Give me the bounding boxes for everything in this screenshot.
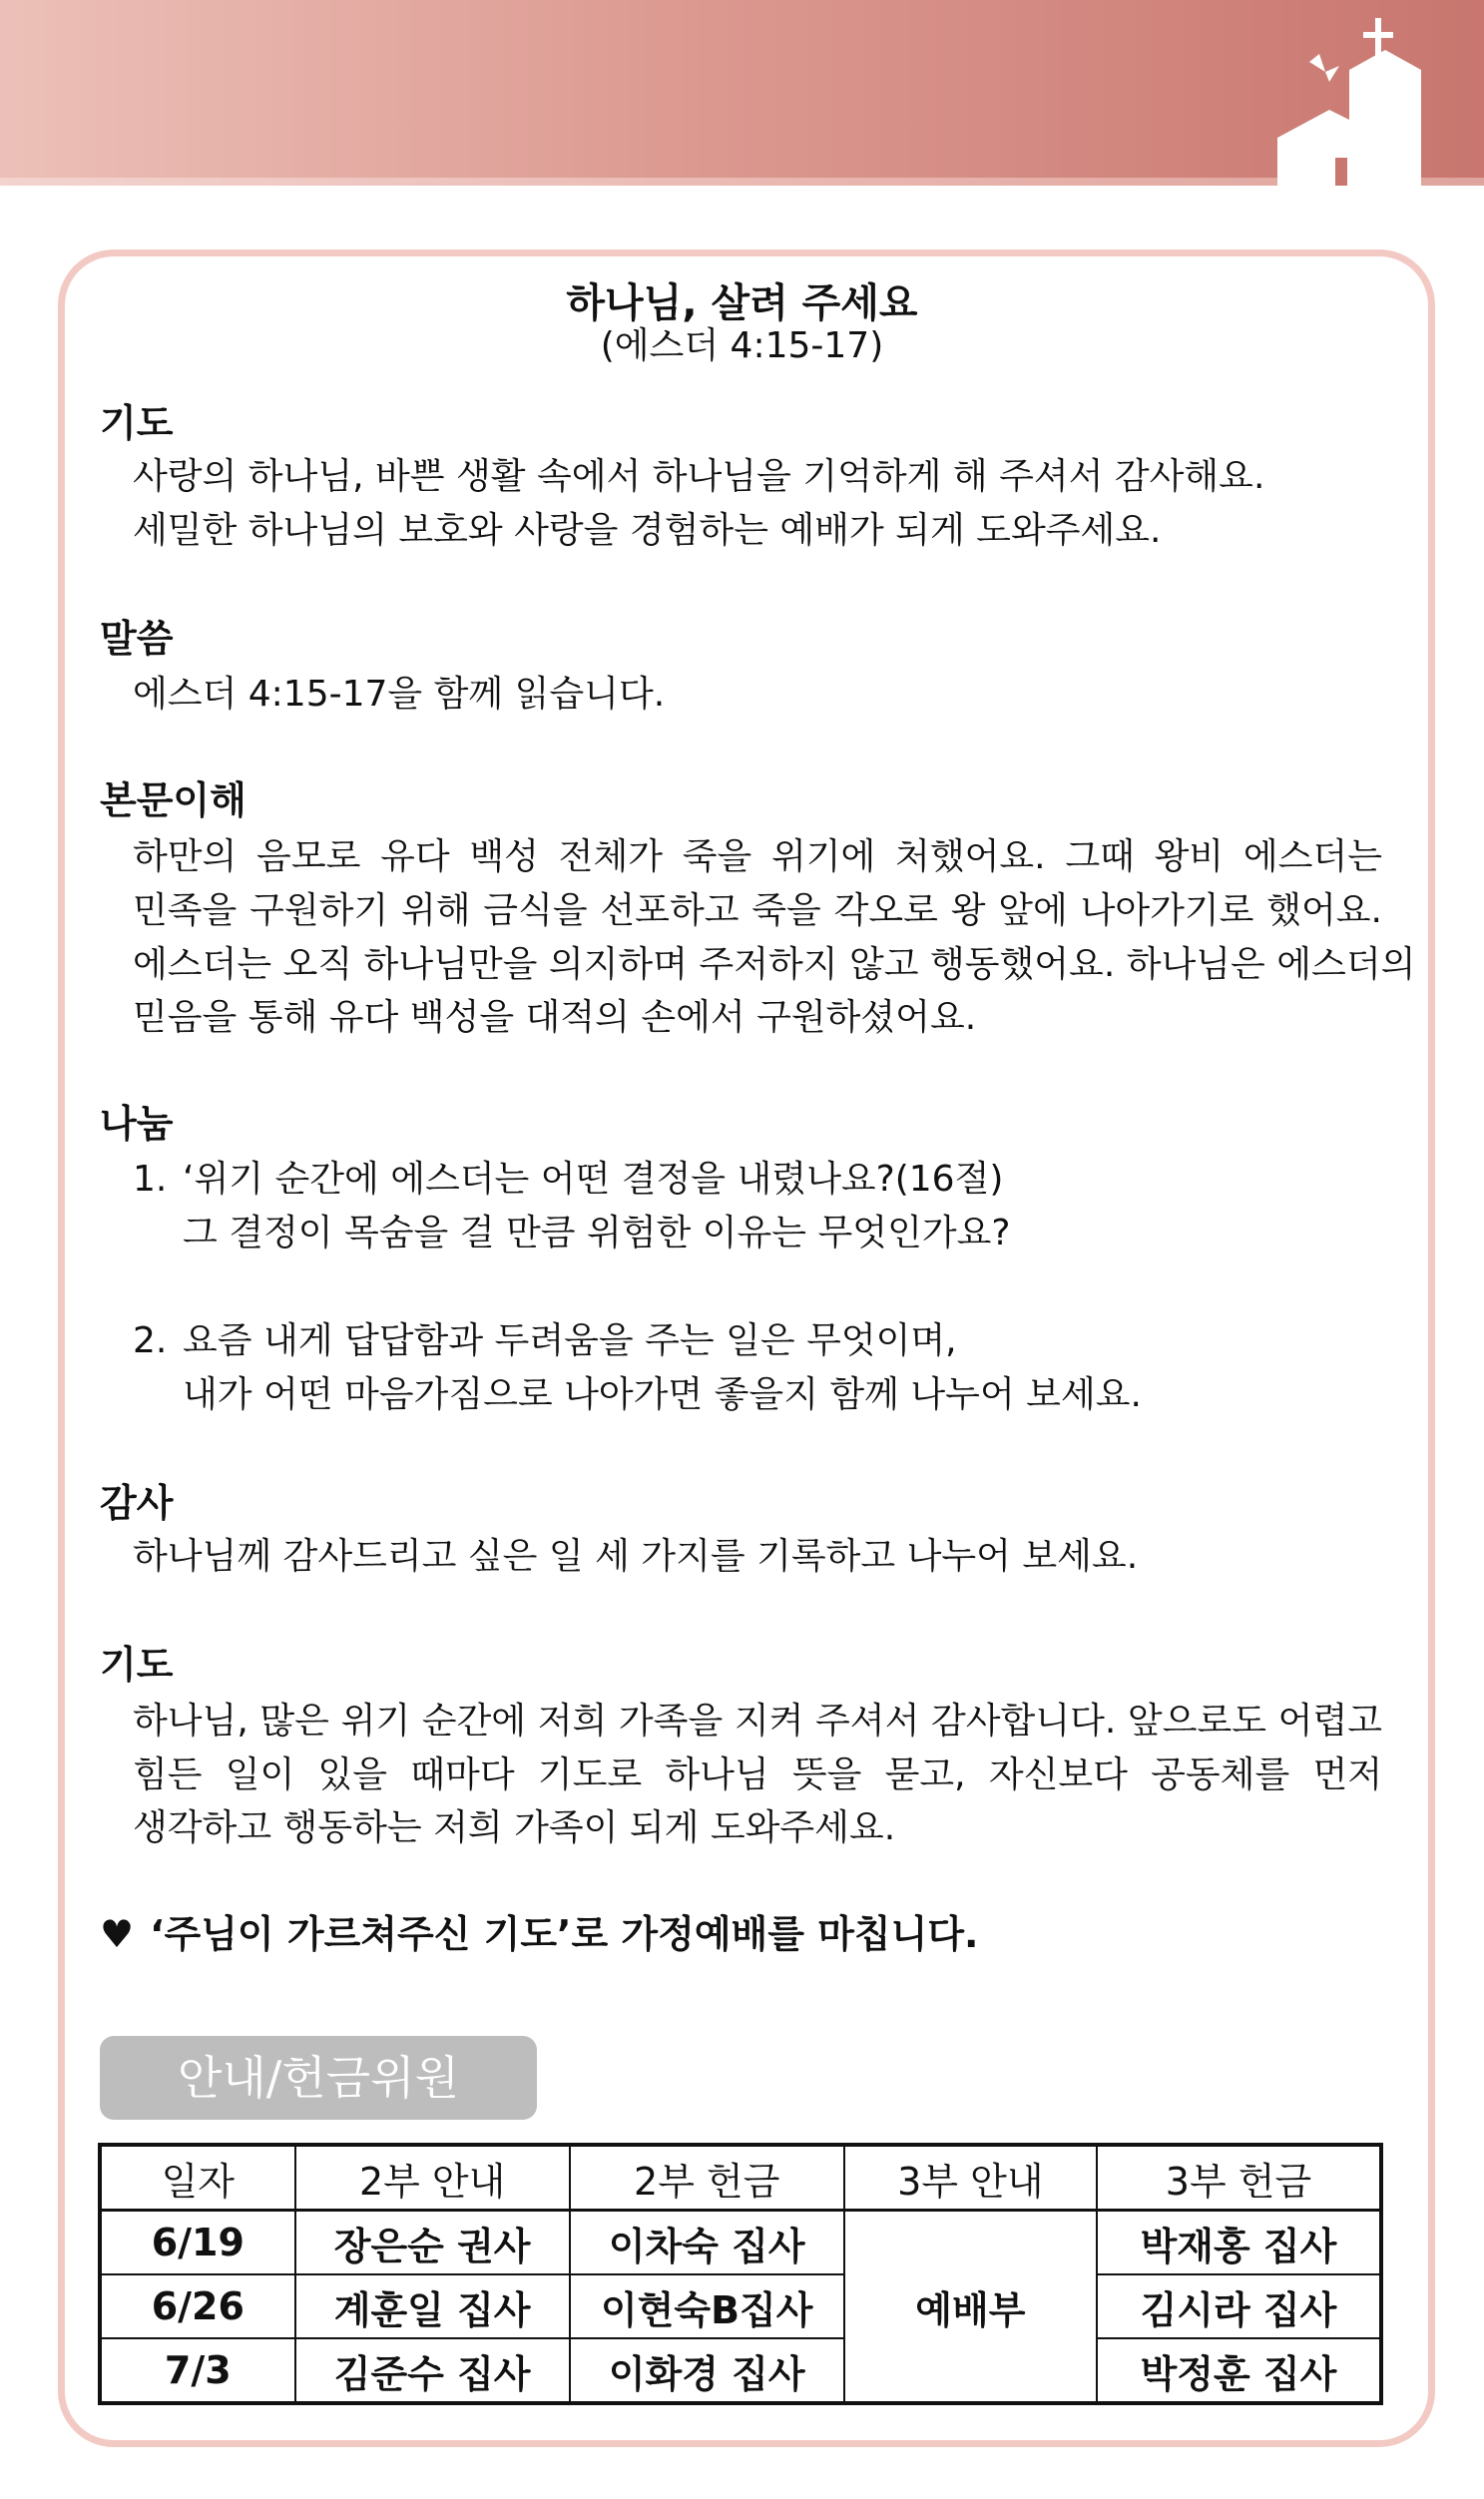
header-banner: [0, 0, 1484, 178]
understanding-line: 에스더는 오직 하나님만을 의지하며 주저하지 않고 행동했어요. 하나님은 에스더의: [133, 944, 1416, 985]
table-cell: 김준수 집사: [295, 2338, 570, 2403]
table-cell: 김시라 집사: [1097, 2274, 1381, 2338]
header-divider: [0, 178, 1484, 186]
section-heading-prayer: 기도: [100, 401, 174, 445]
prayer-line: 세밀한 하나님의 보호와 사랑을 경험하는 예배가 되게 도와주세요.: [133, 510, 1162, 551]
page-title: 하나님, 살려 주세요: [566, 280, 918, 326]
column-header: 일자: [100, 2145, 295, 2211]
column-header: 2부 헌금: [570, 2145, 844, 2211]
table-cell: 장은순 권사: [295, 2211, 570, 2275]
church-icon: [1267, 10, 1467, 186]
table-cell: 박정훈 집사: [1097, 2338, 1381, 2403]
scripture-reference: (에스더 4:15-17): [600, 325, 884, 366]
question-line: 내가 어떤 마음가짐으로 나아가면 좋을지 함께 나누어 보세요.: [183, 1374, 1142, 1415]
column-header: 2부 안내: [295, 2145, 570, 2211]
heart-icon: ♥: [100, 1912, 135, 1956]
table-cell: 이차숙 집사: [570, 2211, 844, 2275]
date-cell: 7/3: [100, 2338, 295, 2403]
question-number: 1.: [133, 1159, 168, 1200]
column-header: 3부 안내: [844, 2145, 1097, 2211]
thanks-line: 하나님께 감사드리고 싶은 일 세 가지를 기록하고 나누어 보세요.: [133, 1536, 1139, 1577]
table-cell: 이현숙B집사: [570, 2274, 844, 2338]
closing-prayer-line: 하나님, 많은 위기 순간에 저희 가족을 지켜 주셔서 감사합니다. 앞으로도 어렵고: [133, 1701, 1382, 1742]
table-header-row: [100, 2145, 1381, 2211]
understanding-line: 믿음을 통해 유다 백성을 대적의 손에서 구원하셨어요.: [133, 997, 977, 1038]
table-row: [100, 2338, 1381, 2403]
understanding-line: 민족을 구원하기 위해 금식을 선포하고 죽을 각오로 왕 앞에 나아가기로 했어요.: [133, 890, 1382, 931]
understanding-line: 하만의 음모로 유다 백성 전체가 죽을 위기에 처했어요. 그때 왕비 에스더는: [133, 836, 1382, 877]
table-cell: 이화경 집사: [570, 2338, 844, 2403]
prayer-line: 사랑의 하나님, 바쁜 생활 속에서 하나님을 기억하게 해 주셔서 감사해요.: [133, 456, 1265, 497]
duty-section-label: 안내/헌금위원: [100, 2036, 537, 2120]
column-header: 3부 헌금: [1097, 2145, 1381, 2211]
closing-prayer-line: 힘든 일이 있을 때마다 기도로 하나님 뜻을 묻고, 자신보다 공동체를 먼저: [133, 1754, 1382, 1795]
date-cell: 6/26: [100, 2274, 295, 2338]
duty-table: [98, 2143, 1383, 2405]
question-line: 요즘 내게 답답함과 두려움을 주는 일은 무엇이며,: [183, 1320, 957, 1361]
section-heading-word: 말씀: [100, 617, 174, 661]
section-heading-closing-prayer: 기도: [100, 1643, 174, 1687]
date-cell: 6/19: [100, 2211, 295, 2275]
table-cell: 계훈일 집사: [295, 2274, 570, 2338]
table-cell: 박재홍 집사: [1097, 2211, 1381, 2275]
section-heading-sharing: 나눔: [100, 1102, 174, 1146]
closing-prayer-line: 생각하고 행동하는 저희 가족이 되게 도와주세요.: [133, 1807, 896, 1848]
question-line: ‘위기 순간에 에스더는 어떤 결정을 내렸나요?(16절): [183, 1159, 1004, 1200]
table-row: [100, 2211, 1381, 2275]
section-heading-thanks: 감사: [100, 1481, 174, 1525]
word-line: 에스더 4:15-17을 함께 읽습니다.: [133, 674, 666, 715]
question-number: 2.: [133, 1320, 168, 1361]
merged-cell-3bu-guide: 예배부: [844, 2211, 1097, 2404]
section-heading-understanding: 본문이해: [100, 778, 247, 822]
question-line: 그 결정이 목숨을 걸 만큼 위험한 이유는 무엇인가요?: [183, 1213, 1011, 1253]
closing-note: [100, 1908, 978, 1960]
table-row: [100, 2274, 1381, 2338]
closing-text: ‘주님이 가르쳐주신 기도’로 가정예배를 마칩니다.: [150, 1912, 979, 1956]
